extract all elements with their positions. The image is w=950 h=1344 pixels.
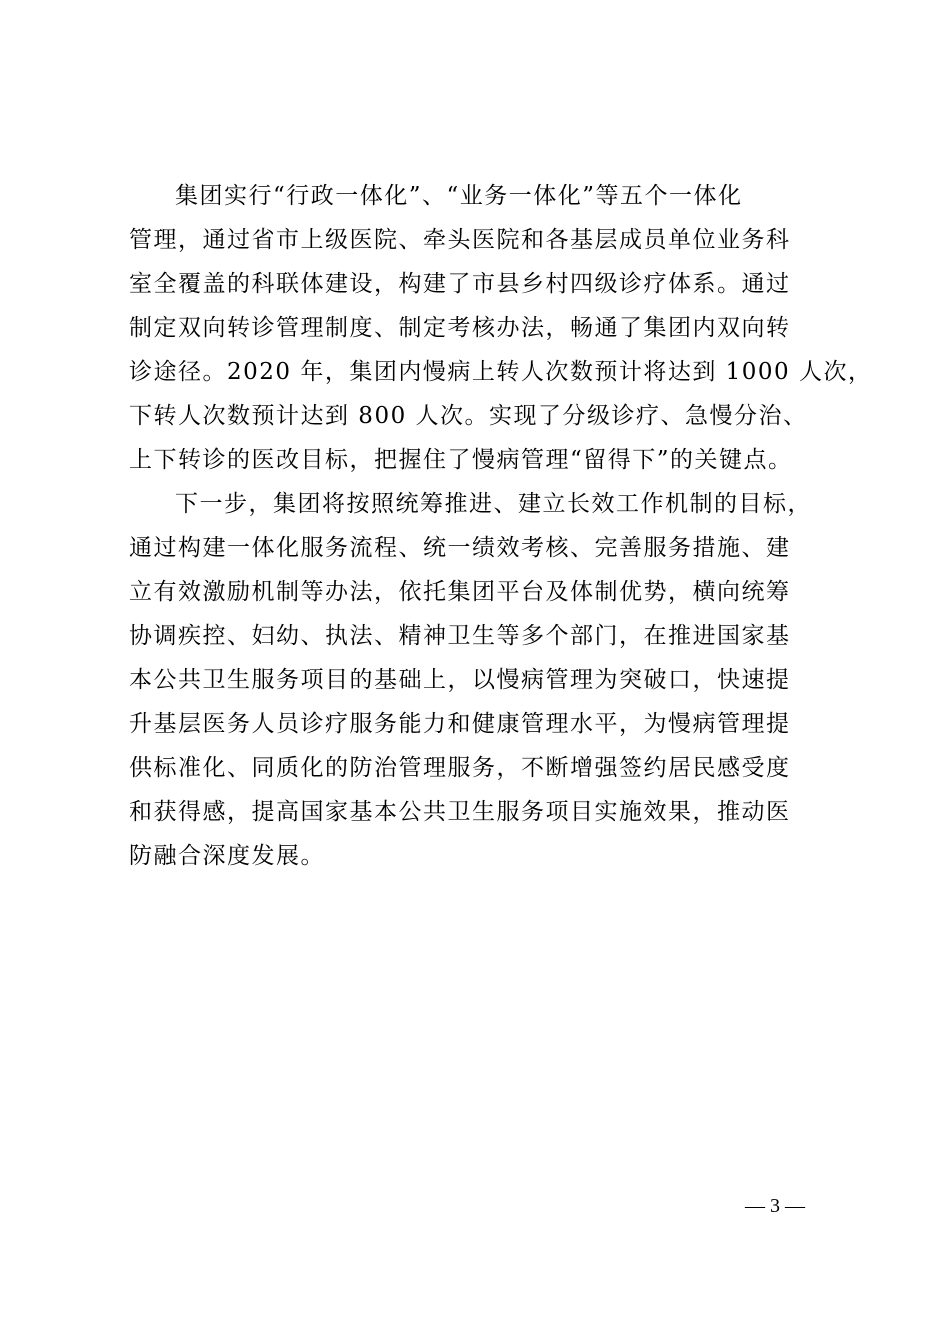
paragraph-line: 上下转诊的医改目标，把握住了慢病管理“留得下”的关键点。 [129, 447, 793, 473]
paragraph-line: 下一步，集团将按照统筹推进、建立长效工作机制的目标， [175, 491, 812, 517]
paragraph-line: 制定双向转诊管理制度、制定考核办法，畅通了集团内双向转 [129, 315, 791, 341]
paragraph-2 [129, 486, 849, 926]
paragraph-line: 协调疾控、妇幼、执法、精神卫生等多个部门，在推进国家基 [129, 623, 791, 649]
paragraph-line [129, 882, 849, 926]
paragraph-line: 立有效激励机制等办法，依托集团平台及体制优势，横向统筹 [129, 579, 791, 605]
paragraph-line: 供标准化、同质化的防治管理服务，不断增强签约居民感受度 [129, 755, 791, 781]
page-number: — 3 — [745, 1195, 805, 1217]
paragraph-line: 下转人次数预计达到 800 人次。实现了分级诊疗、急慢分治、 [129, 403, 808, 429]
paragraph-line: 诊途径。2020 年，集团内慢病上转人次数预计将达到 1000 人次， [129, 359, 873, 385]
paragraph-line: 升基层医务人员诊疗服务能力和健康管理水平，为慢病管理提 [129, 711, 791, 737]
paragraph-line: 管理，通过省市上级医院、牵头医院和各基层成员单位业务科 [129, 227, 791, 253]
body-text [129, 178, 873, 926]
paragraph-line: 室全覆盖的科联体建设，构建了市县乡村四级诊疗体系。通过 [129, 271, 791, 297]
paragraph-1 [129, 178, 873, 486]
paragraph-line: 集团实行“行政一体化”、“业务一体化”等五个一体化 [175, 183, 743, 209]
paragraph-line: 防融合深度发展。 [129, 843, 325, 869]
paragraph-line: 和获得感，提高国家基本公共卫生服务项目实施效果，推动医 [129, 799, 791, 825]
paragraph-line: 本公共卫生服务项目的基础上，以慢病管理为突破口，快速提 [129, 667, 791, 693]
paragraph-line: 通过构建一体化服务流程、统一绩效考核、完善服务措施、建 [129, 535, 791, 561]
